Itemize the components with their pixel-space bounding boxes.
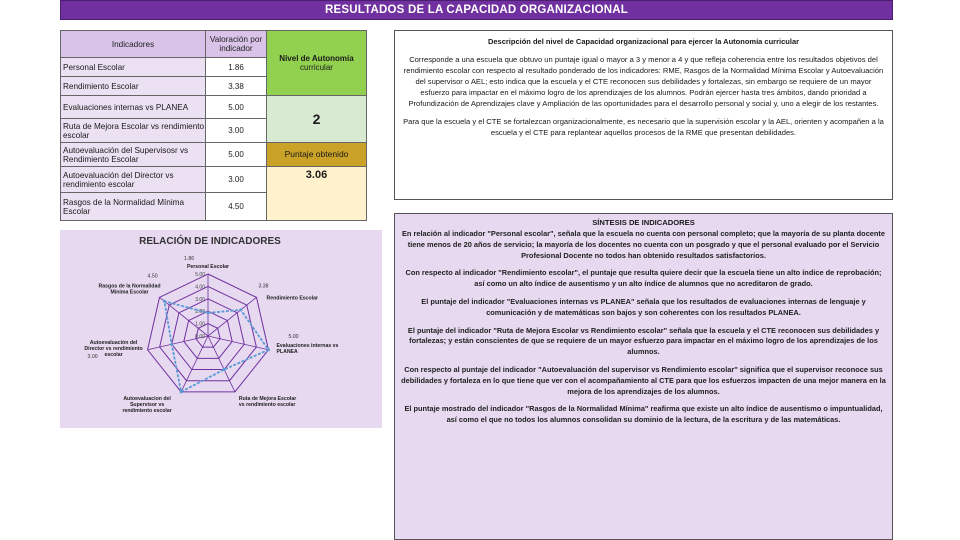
radar-point: [223, 368, 226, 371]
indicator-value: 4.50: [206, 193, 267, 221]
nivel-cell: [267, 31, 367, 96]
synthesis-paragraph: El puntaje mostrado del indicador "Rasgos de la Normalidad Mínima" reafirma que existe un alto índice de ausentismo o impuntualidad, así como el que no todos los alumnos consolidan su dominio de la lectura, de la escritura y de las matemáticas.: [404, 404, 883, 425]
indicator-value: 3.00: [206, 167, 267, 193]
puntaje-value: 3.06: [267, 167, 367, 221]
radar-category-label: Evaluaciones internas vs PLANEA: [276, 342, 339, 355]
description-paragraph: Para que la escuela y el CTE se fortalezcan organizacionalmente, es necesario que la supervisión escolar y la AEL, orienten y acompañen a la escuela y el CTE para replantear aquellos procesos de la RME que presentan debilidades.: [403, 117, 884, 137]
radar-category-label: Rendimiento Escolar: [266, 295, 319, 302]
synthesis-paragraph: El puntaje del indicador "Evaluaciones internas vs PLANEA" señala que los resultados de evaluaciones internas de lenguaje y comunicación y de matemáticas son bajos y son coherentes con los resultados PLANEA.: [421, 296, 866, 317]
indicator-name: Autoevaluación del Director vs rendimiento escolar: [61, 167, 206, 193]
indicator-name: Ruta de Mejora Escolar vs rendimiento escolar: [61, 119, 206, 143]
radar-value-label: 5.00: [288, 333, 299, 340]
radar-spoke: [208, 336, 235, 392]
synthesis-box: [394, 213, 893, 540]
radar-tick-label: 1.00: [195, 321, 205, 328]
synthesis-title: SÍNTESIS DE INDICADORES: [592, 218, 695, 227]
synthesis-paragraph: En relación al indicador "Personal escolar", señala que la escuela no cuenta con personal completo; que la mayoría de su planta docente tiene menos de 20 años de servicio; la mayoría de los docentes no cuenta con un posgrado y que el personal evaluado por el Servicio Profesional Docente no todos han obtenido resultados satisfactorios.: [401, 229, 886, 260]
indicator-value: 3.38: [206, 77, 267, 96]
radar-spoke: [181, 336, 208, 392]
radar-category-label: Rasgos de la Normalidad Mínima Escolar: [98, 283, 161, 296]
nivel-title: Nivel de Autonomía: [279, 54, 354, 63]
header-valuation: Valoración por indicador: [206, 31, 267, 58]
radar-chart: [60, 230, 382, 428]
synthesis-paragraph: Con respecto al puntaje del indicador "Autoevaluación del supervisor vs Rendimiento escolar" significa que el supervisor reconoce sus debilidades y fortaleza en lo que tiene que ver con el acompañamiento al CTE para que los esfuerzos impacten de una mejor manera en la mejora de los aprendizajes de los alumnos.: [401, 364, 886, 396]
radar-tick-label: 2.00: [195, 309, 205, 316]
radar-point: [239, 308, 242, 311]
radar-category-label: Ruta de Mejora Escolar vs rendimiento escolar: [238, 395, 297, 408]
indicator-value: 3.00: [206, 119, 267, 143]
indicator-name: Personal Escolar: [61, 58, 206, 77]
indicator-value: 1.86: [206, 58, 267, 77]
nivel-subtitle: curricular: [300, 63, 333, 72]
radar-point: [180, 390, 183, 393]
radar-value-label: 1.86: [184, 256, 195, 262]
radar-value-label: 3.00: [87, 353, 98, 360]
page-title-text: RESULTADOS DE LA CAPACIDAD ORGANIZACIONAL: [325, 4, 628, 16]
radar-category-label: Personal Escolar: [186, 264, 230, 270]
indicator-name: Evaluaciones internas vs PLANEA: [61, 96, 206, 119]
indicator-table: [60, 30, 367, 221]
page-title: [60, 0, 893, 20]
radar-category-label: Autoevaluación del Director vs rendimiento escolar: [84, 339, 143, 358]
indicator-name: Rasgos de la Normalidad Mínima Escolar: [61, 193, 206, 221]
chart-title: RELACIÓN DE INDICADORES: [139, 236, 281, 247]
indicator-value: 5.00: [206, 96, 267, 119]
radar-value-label: 4.50: [147, 273, 158, 280]
puntaje-label: Puntaje obtenido: [267, 143, 367, 167]
radar-tick-label: 5.00: [195, 272, 205, 278]
indicator-value: 5.00: [206, 143, 267, 167]
radar-point: [207, 311, 210, 314]
radar-point: [267, 348, 270, 351]
indicator-name: Autoevaluación del Supervisosr vs Rendimiento Escolar: [61, 143, 206, 167]
description-title: Descripción del nivel de Capacidad organizacional para ejercer la Autonomía curricular: [487, 37, 800, 46]
radar-svg: [60, 230, 382, 428]
nivel-value: 2: [267, 96, 367, 143]
header-indicators: Indicadores: [61, 31, 206, 58]
radar-value-label: 3.38: [258, 283, 269, 290]
synthesis-paragraph: El puntaje del indicador "Ruta de Mejora Escolar vs Rendimiento escolar" señala que la escuela y el CTE reconocen sus debilidades y fortalezas; y están conscientes de que se requiere de un mayor esfuerzo para impactar en el máximo logro de los aprendizajes de los alumnos.: [407, 325, 880, 357]
radar-point: [163, 300, 166, 303]
radar-category-label: Autoevaluacion del Supervisor vs rendimiento escolar: [122, 395, 172, 414]
radar-point: [170, 343, 173, 346]
radar-whitespace: [60, 428, 382, 540]
radar-tick-label: 4.00: [195, 284, 205, 291]
radar-tick-label: 0.00: [195, 334, 205, 340]
indicator-name: Rendimiento Escolar: [61, 77, 206, 96]
radar-tick-label: 3.00: [195, 296, 205, 303]
description-paragraph: Corresponde a una escuela que obtuvo un puntaje igual o mayor a 3 y menor a 4 y que refleja coherencia entre los resultados objetivos del rendimiento escolar con respecto al resultado ponderado de los indicadores: RME, Rasgos de la Normalidad Mínima Escolar y Autoevaluación del supervisor o AEL; esto indica que la escuela y el CTE reconocen sus debilidades y fortalezas, sin embargo se requiere de un mayor esfuerzo para impactar en el máximo logro de los aprendizajes de los alumnos. Podrán ejercer hasta tres ámbitos, dando prioridad a Profundización de Aprendizajes clave y Ampliación de las oportunidades para el desarrollo personal y social y, uno a elegir de los restantes.: [403, 55, 884, 108]
synthesis-paragraph: Con respecto al indicador "Rendimiento escolar", el puntaje que resulta quiere decir que la escuela tiene un alto índice de reprobación; así como un alto índice de ausentismo y un alto índice de alumnos que no acreditaron de grado.: [405, 268, 882, 289]
description-box: [394, 30, 893, 200]
